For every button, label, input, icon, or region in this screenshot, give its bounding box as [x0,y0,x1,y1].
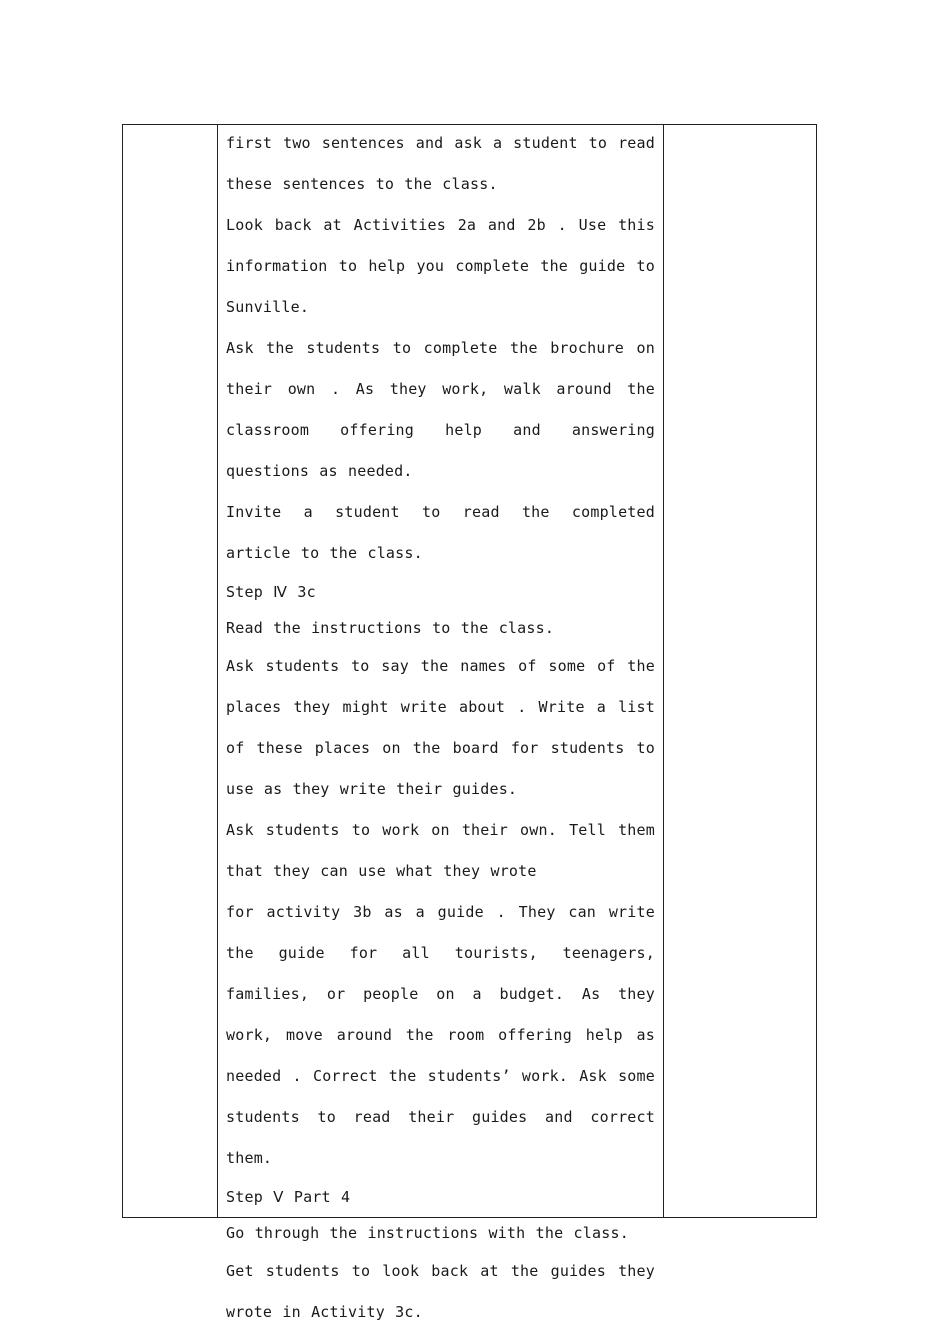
paragraph: Ask the students to complete the brochure on their own . As they work, walk around the classroom offering help and answering questions as needed. [226,339,655,480]
table-left-column [123,125,218,1217]
paragraph: Ask students to work on their own. Tell them that they can use what they wrote [226,821,655,880]
paragraph: Get students to look back at the guides they wrote in Activity 3c. [226,1262,655,1321]
paragraph: Read the instructions to the class. [226,619,555,637]
paragraph: for activity 3b as a guide . They can write the guide for all tourists, teenagers, families, or people on a budget. As they work, move around the room offering help as needed . Correct the students’ work. Ask some students to read their guides and correct them. [226,903,655,1167]
table-content-column [218,125,664,1321]
table-right-column [664,125,816,1217]
paragraph: Ask students to say the names of some of the places they might write about . Write a list of these places on the board for students to use as they write their guides. [226,657,655,798]
paragraph: Invite a student to read the completed article to the class. [226,503,655,562]
paragraph: Go through the instructions with the class. [226,1224,629,1242]
step-heading: Step Ⅴ Part 4 [226,1188,351,1206]
paragraph: first two sentences and ask a student to read these sentences to the class. [226,134,655,193]
lesson-plan-table [122,124,817,1321]
step-heading: Step Ⅳ 3c [226,583,316,601]
paragraph: Look back at Activities 2a and 2b . Use this information to help you complete the guide to Sunville. [226,216,655,316]
